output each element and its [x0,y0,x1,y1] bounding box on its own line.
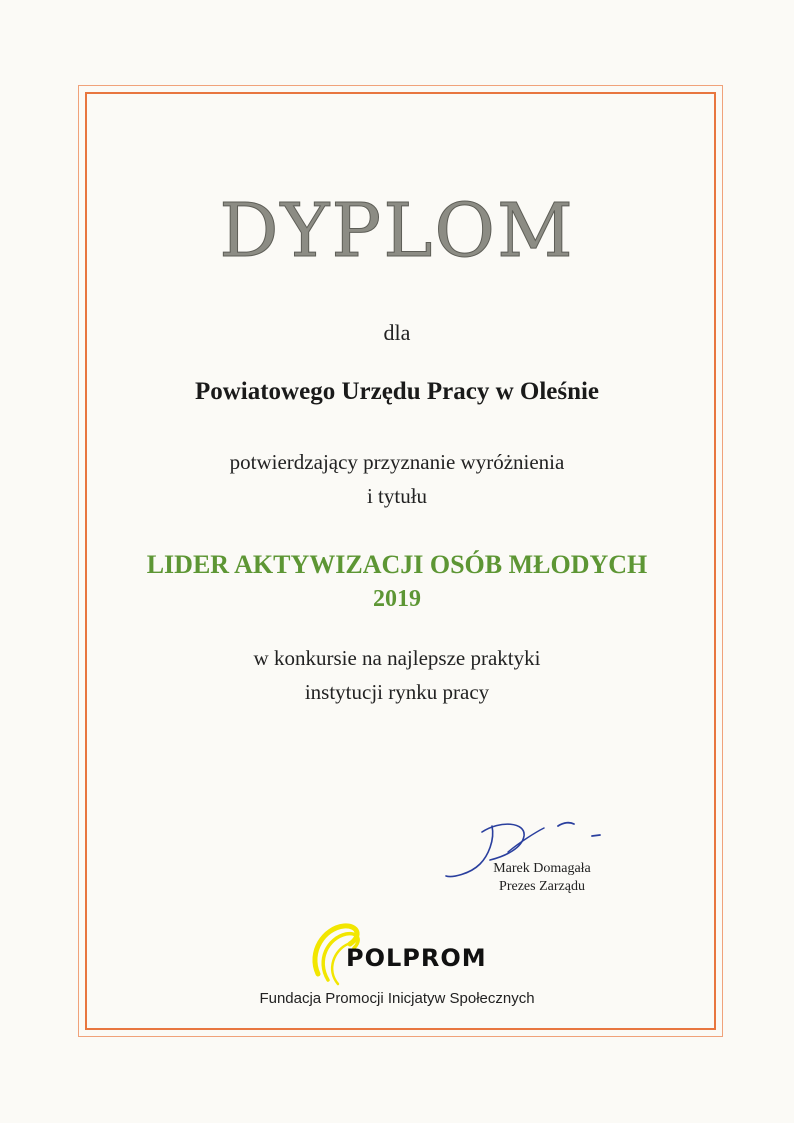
polprom-logo-text: POLPROM [346,944,487,972]
description-line-2: i tytułu [366,484,428,508]
signatory-name: Marek Domagała [493,861,591,876]
recipient-name: Powiatowego Urzędu Pracy w Oleśnie [194,378,600,405]
contest-line-2: instytucji rynku pracy [304,680,490,704]
award-title: LIDER AKTYWIZACJI OSÓB MŁODYCH [146,550,648,579]
for-label: dla [383,320,411,345]
contest-line-1: w konkursie na najlepsze praktyki [253,646,541,670]
description-line-1: potwierdzający przyznanie wyróżnienia [229,450,565,474]
signatory-role: Prezes Zarządu [499,879,585,894]
foundation-name: Fundacja Promocji Inicjatyw Społecznych [259,990,535,1007]
award-year: 2019 [373,586,421,612]
diploma-title: DYPLOM [219,188,575,274]
